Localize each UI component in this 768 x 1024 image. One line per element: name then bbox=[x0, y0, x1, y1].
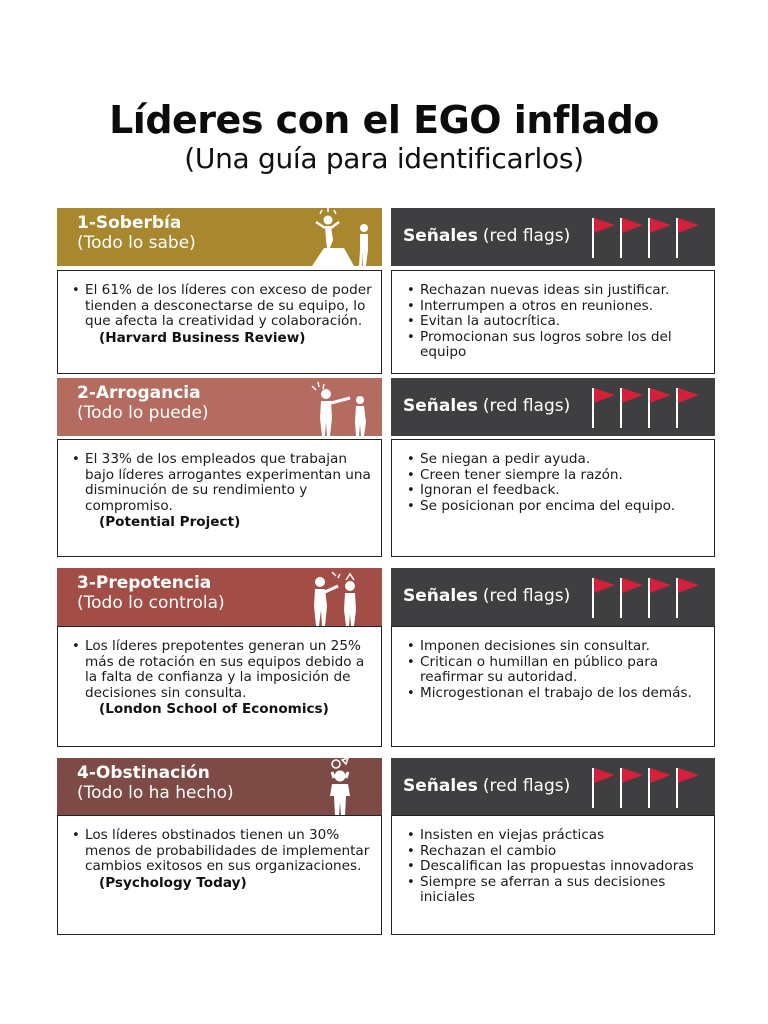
page-subtitle: (Una guía para identificarlos) bbox=[184, 142, 584, 175]
trait-name: 1-Soberbía bbox=[77, 213, 182, 233]
signal-item: • Evitan la autocrítica. bbox=[405, 314, 708, 330]
signal-item: • Interrumpen a otros en reuniones. bbox=[405, 299, 708, 315]
signal-item: • Descalifican las propuestas innovadoras bbox=[405, 859, 708, 875]
stat-source: (Harvard Business Review) bbox=[99, 329, 306, 346]
stat-text: • El 61% de los líderes con exceso de poder tienden a desconectarse de su equipo, lo que afecta la creatividad y colaboración. bbox=[70, 283, 373, 330]
stat-text: • El 33% de los empleados que trabajan bajo líderes arrogantes experimentan una disminución de su rendimiento y compromiso. bbox=[70, 452, 373, 514]
trait-subtitle: (Todo lo puede) bbox=[77, 403, 209, 423]
signal-item: • Promocionan sus logros sobre los del equipo bbox=[405, 330, 708, 361]
signals-box bbox=[391, 270, 715, 374]
trait-header bbox=[57, 758, 382, 816]
stat-source: (London School of Economics) bbox=[99, 701, 329, 718]
signals-sublabel: (red flags) bbox=[482, 776, 571, 796]
signals-box bbox=[391, 439, 715, 557]
stat-box bbox=[57, 815, 382, 935]
signal-item: • Insisten en viejas prácticas bbox=[405, 828, 708, 844]
signal-item: • Microgestionan el trabajo de los demás. bbox=[405, 686, 708, 702]
signal-item: • Rechazan el cambio bbox=[405, 844, 708, 860]
signals-box bbox=[391, 626, 715, 747]
signal-item: • Se posicionan por encima del equipo. bbox=[405, 499, 708, 515]
signal-item: • Siempre se aferran a sus decisiones iniciales bbox=[405, 875, 708, 906]
signals-label: Señales bbox=[403, 776, 478, 796]
stat-source: (Potential Project) bbox=[99, 514, 241, 531]
leader-on-podium-icon bbox=[306, 208, 376, 266]
red-flags-icon bbox=[585, 216, 705, 260]
signal-item: • Critican o humillan en público para reafirmar su autoridad. bbox=[405, 655, 708, 686]
signals-header bbox=[391, 758, 715, 816]
signal-item: • Ignoran el feedback. bbox=[405, 483, 708, 499]
stat-box bbox=[57, 270, 382, 374]
red-flags-icon bbox=[585, 576, 705, 620]
trait-name: 2-Arrogancia bbox=[77, 383, 201, 403]
signal-item: • Se niegan a pedir ayuda. bbox=[405, 452, 708, 468]
signals-header bbox=[391, 568, 715, 626]
signal-item: • Rechazan nuevas ideas sin justificar. bbox=[405, 283, 708, 299]
trait-subtitle: (Todo lo ha hecho) bbox=[77, 783, 234, 803]
signals-header bbox=[391, 378, 715, 436]
signals-sublabel: (red flags) bbox=[482, 586, 571, 606]
signal-item: • Creen tener siempre la razón. bbox=[405, 468, 708, 484]
stat-source: (Psychology Today) bbox=[99, 874, 247, 891]
pointing-boss-icon bbox=[306, 378, 376, 436]
trait-header bbox=[57, 378, 382, 436]
page-title: Líderes con el EGO inflado bbox=[109, 98, 659, 142]
signals-sublabel: (red flags) bbox=[482, 226, 571, 246]
trait-subtitle: (Todo lo controla) bbox=[77, 593, 225, 613]
trait-header bbox=[57, 568, 382, 626]
signals-sublabel: (red flags) bbox=[482, 396, 571, 416]
signals-box bbox=[391, 815, 715, 935]
signal-item: • Imponen decisiones sin consultar. bbox=[405, 639, 708, 655]
trait-header bbox=[57, 208, 382, 266]
signals-header bbox=[391, 208, 715, 266]
shouting-boss-icon bbox=[306, 568, 376, 626]
trait-name: 3-Prepotencia bbox=[77, 573, 212, 593]
stat-text: • Los líderes prepotentes generan un 25% más de rotación en sus equipos debido a la falta de confianza y la imposición de decisiones sin consulta. bbox=[70, 639, 373, 701]
stat-text: • Los líderes obstinados tienen un 30% menos de probabilidades de implementar cambios exitosos en sus organizaciones. bbox=[70, 828, 373, 875]
signals-label: Señales bbox=[403, 226, 478, 246]
signals-label: Señales bbox=[403, 396, 478, 416]
stressed-person-icon bbox=[306, 758, 376, 816]
red-flags-icon bbox=[585, 386, 705, 430]
signals-label: Señales bbox=[403, 586, 478, 606]
red-flags-icon bbox=[585, 766, 705, 810]
stat-box bbox=[57, 626, 382, 747]
stat-box bbox=[57, 439, 382, 557]
trait-subtitle: (Todo lo sabe) bbox=[77, 233, 196, 253]
trait-name: 4-Obstinación bbox=[77, 763, 210, 783]
